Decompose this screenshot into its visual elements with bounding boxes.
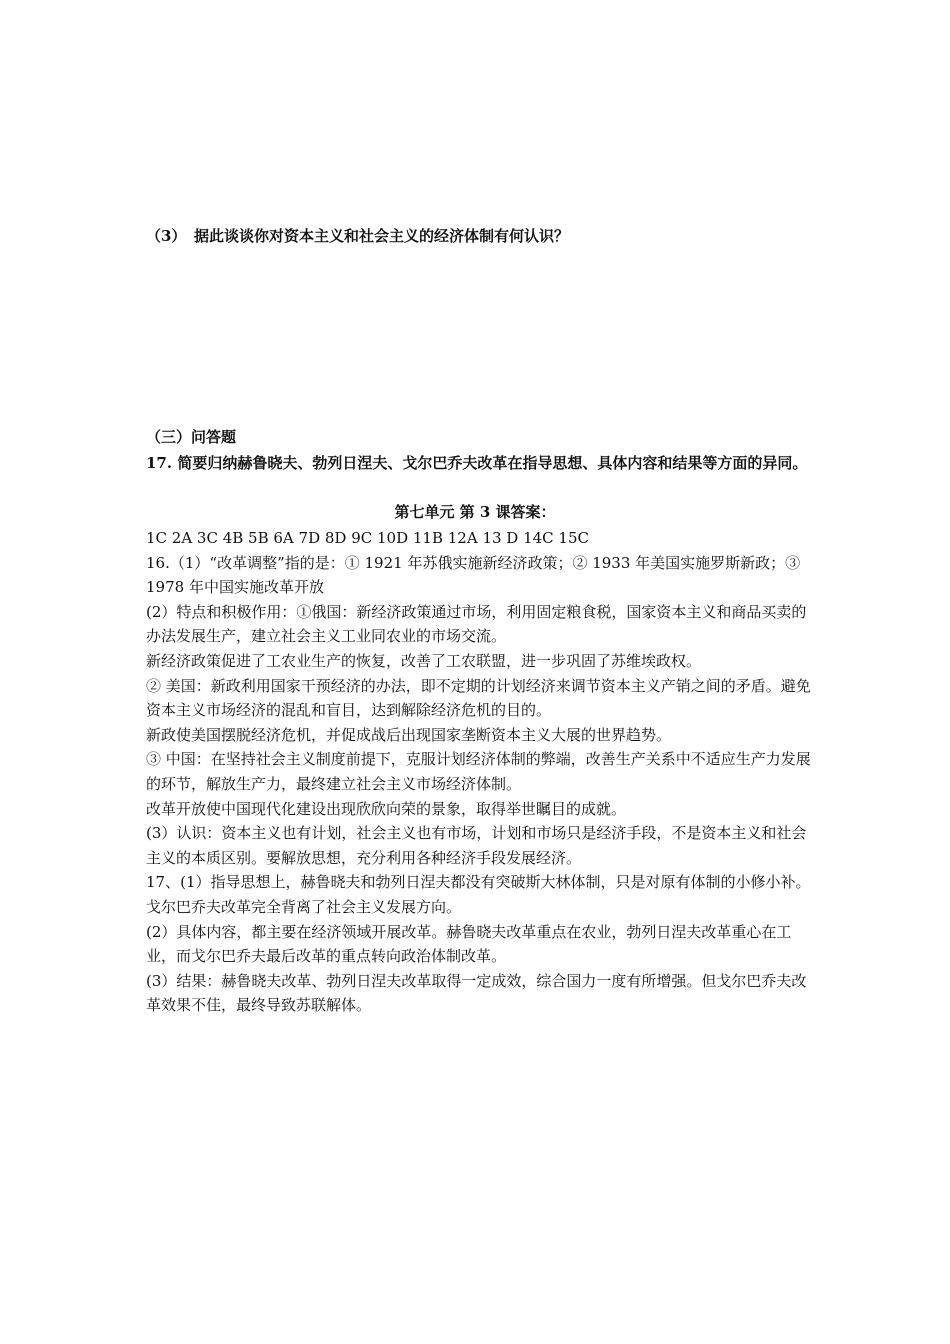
section-heading: （三）问答题: [146, 428, 237, 446]
answer-line: (2）具体内容，都主要在经济领域开展改革。赫鲁晓夫改革重点在农业，勃列日涅夫改革重心在工业，而戈尔巴乔夫最后改革的重点转向政治体制改革。: [146, 922, 792, 966]
answer-line: 16.（1）“改革调整”指的是：① 1921 年苏俄实施新经济政策；② 1933 年美国实施罗斯新政；③ 1978 年中国实施改革开放: [146, 553, 801, 597]
question-3: [146, 225, 569, 247]
answer-line: 改革开放使中国现代化建设出现欣欣向荣的景象，取得举世瞩目的成就。: [146, 799, 627, 818]
answer-line: 17、(1）指导思想上，赫鲁晓夫和勃列日涅夫都没有突破斯大林体制，只是对原有体制的小修小补。戈尔巴乔夫改革完全背离了社会主义发展方向。: [146, 873, 811, 916]
answer-line: 新政使美国摆脱经济危机，并促成战后出现国家垄断资本主义大展的世界趋势。: [146, 725, 672, 744]
answer-line: 新经济政策促进了工农业生产的恢复，改善了工农联盟，进一步巩固了苏维埃政权。: [146, 651, 702, 670]
answer-line: (3）结果：赫鲁晓夫改革、勃列日涅夫改革取得一定成效，综合国力一度有所增强。但戈尔巴乔夫改革效果不佳，最终导致苏联解体。: [146, 971, 807, 1015]
answer-body: [146, 526, 814, 1018]
question-3-text: 据此谈谈你对资本主义和社会主义的经济体制有何认识？: [194, 227, 570, 245]
answer-title: 第七单元 第 3 课答案：: [394, 503, 556, 521]
question-17: 17. 简要归纳赫鲁晓夫、勃列日涅夫、戈尔巴乔夫改革在指导思想、具体内容和结果等方面的异同。: [146, 454, 808, 472]
question-3-number: （3）: [146, 227, 187, 245]
multiple-choice-answers: 1C 2A 3C 4B 5B 6A 7D 8D 9C 10D 11B 12A 13 D 14C 15C: [146, 529, 589, 547]
answer-line: ② 美国：新政利用国家干预经济的办法，即不定期的计划经济来调节资本主义产销之间的矛盾。避免资本主义市场经济的混乱和盲目，达到解除经济危机的目的。: [146, 676, 811, 720]
answer-line: (2）特点和积极作用：①俄国：新经济政策通过市场，利用固定粮食税，国家资本主义和商品买卖的办法发展生产，建立社会主义工业同农业的市场交流。: [146, 602, 807, 646]
answer-line: (3）认识：资本主义也有计划，社会主义也有市场，计划和市场只是经济手段，不是资本主义和社会主义的本质区别。要解放思想，充分利用各种经济手段发展经济。: [146, 824, 807, 867]
answer-line: ③ 中国：在坚持社会主义制度前提下，克服计划经济体制的弊端，改善生产关系中不适应生产力发展的环节，解放生产力，最终建立社会主义市场经济体制。: [146, 750, 811, 793]
